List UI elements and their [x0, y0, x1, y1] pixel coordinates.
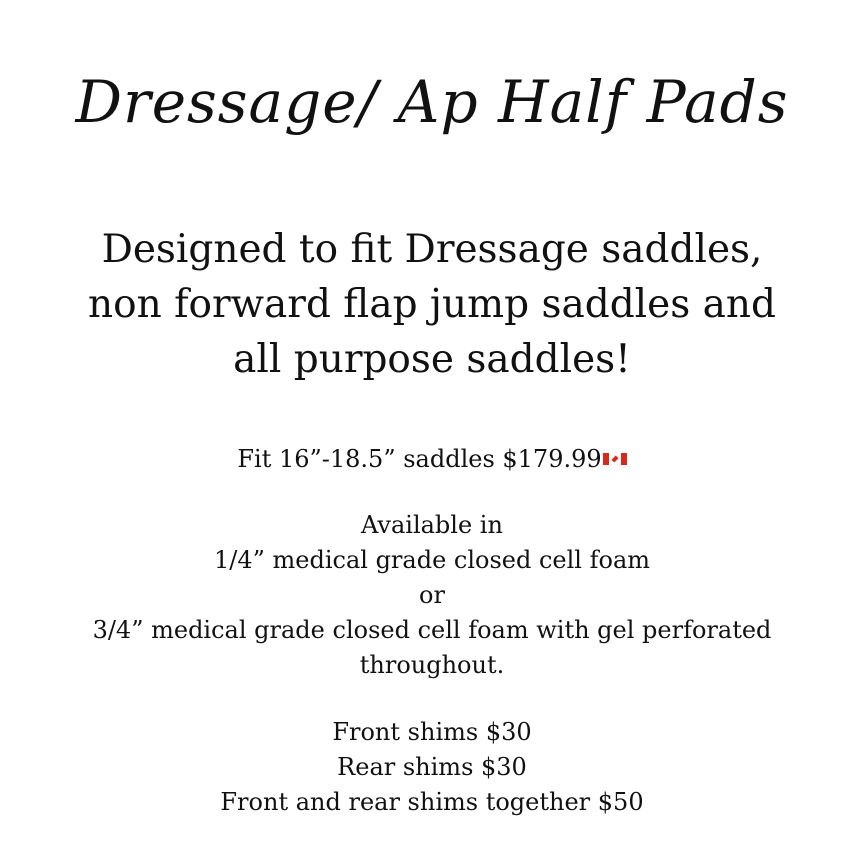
fit-price-row: [0, 442, 864, 477]
fit-price-text: Fit 16”-18.5” saddles $179.99: [237, 445, 602, 473]
canada-flag-icon: [603, 453, 627, 465]
availability-line: 1/4” medical grade closed cell foam: [213, 546, 651, 574]
headline-line: all purpose saddles!: [233, 337, 631, 382]
availability-line: throughout.: [359, 651, 505, 679]
headline-line: Designed to fit Dressage saddles,: [101, 227, 763, 272]
page-title: Dressage/ Ap Half Pads: [75, 68, 789, 136]
headline: [0, 222, 864, 387]
shims-pricing: [0, 715, 864, 820]
shim-price-line: Front shims $30: [332, 718, 532, 746]
availability-line: or: [419, 581, 445, 609]
fit-price-line: [0, 442, 864, 477]
availability-block: [0, 508, 864, 683]
shim-price-line: Front and rear shims together $50: [220, 788, 644, 816]
availability-line: Available in: [361, 511, 503, 539]
shim-price-line: Rear shims $30: [337, 753, 527, 781]
headline-line: non forward flap jump saddles and: [88, 282, 776, 327]
availability-line: 3/4” medical grade closed cell foam with gel perforated: [92, 616, 772, 644]
